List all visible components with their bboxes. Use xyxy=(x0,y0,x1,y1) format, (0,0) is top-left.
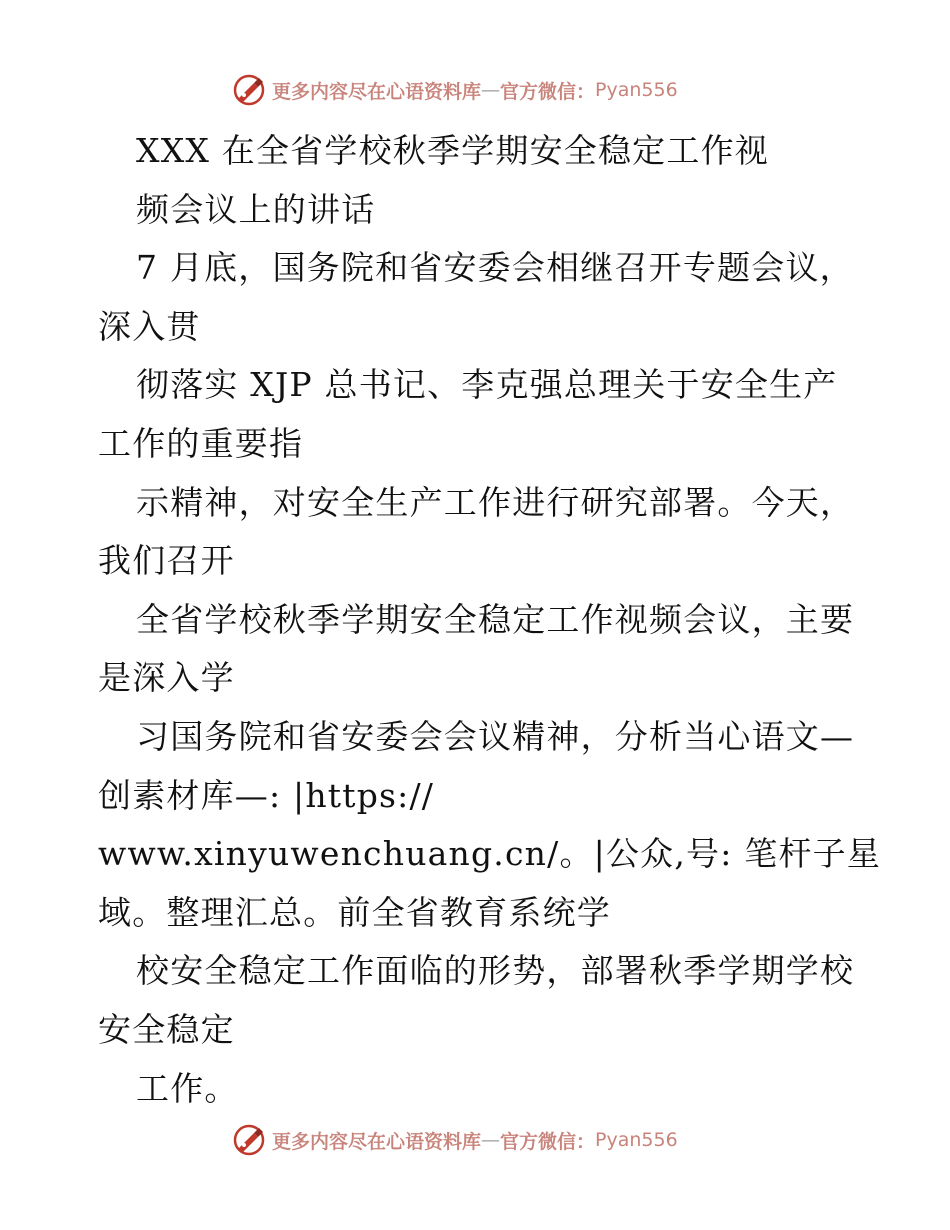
body-line: 工作。 xyxy=(136,1068,239,1108)
body-line: 是深入学 xyxy=(98,658,235,698)
body-line: 示精神，对安全生产工作进行研究部署。今天， xyxy=(136,482,855,522)
body-line: 域。整理汇总。前全省教育系统学 xyxy=(98,892,611,932)
body-line: 我们召开 xyxy=(98,541,235,581)
body-line: 频会议上的讲话 xyxy=(136,189,376,229)
document-body xyxy=(98,122,882,1118)
banner-separator: — xyxy=(481,1129,501,1151)
body-line: 工作的重要指 xyxy=(98,423,304,463)
banner-official-label: 官方微信： xyxy=(500,80,596,103)
body-line: 彻落实 XJP 总书记、李克强总理关于安全生产 xyxy=(136,365,838,405)
body-line: 安全稳定 xyxy=(98,1009,235,1049)
pen-logo-icon xyxy=(232,73,266,107)
banner-text: 更多内容尽在心语资料库 xyxy=(272,80,482,103)
body-line: 习国务院和省安委会会议精神，分析当心语文— xyxy=(136,716,855,756)
body-line: www.xinyuwenchuang.cn/。|公众,号: 笔杆子星 xyxy=(98,834,882,874)
banner-text: 更多内容尽在心语资料库 xyxy=(272,1130,482,1153)
body-line: 校安全稳定工作面临的形势，部署秋季学期学校 xyxy=(136,951,855,991)
header-banner xyxy=(232,72,678,108)
body-line: 深入贯 xyxy=(98,306,201,346)
banner-official-label: 官方微信： xyxy=(500,1130,596,1153)
banner-wechat-id: Pyan556 xyxy=(595,79,678,101)
footer-banner xyxy=(232,1122,678,1158)
body-line: 创素材库—: |https:// xyxy=(98,775,435,815)
body-line: 7 月底，国务院和省安委会相继召开专题会议， xyxy=(136,248,854,288)
banner-separator: — xyxy=(481,79,501,101)
body-line: 全省学校秋季学期安全稳定工作视频会议，主要 xyxy=(136,599,855,639)
banner-wechat-id: Pyan556 xyxy=(595,1129,678,1151)
pen-logo-icon xyxy=(232,1123,266,1157)
body-line: XXX 在全省学校秋季学期安全稳定工作视 xyxy=(136,131,769,170)
